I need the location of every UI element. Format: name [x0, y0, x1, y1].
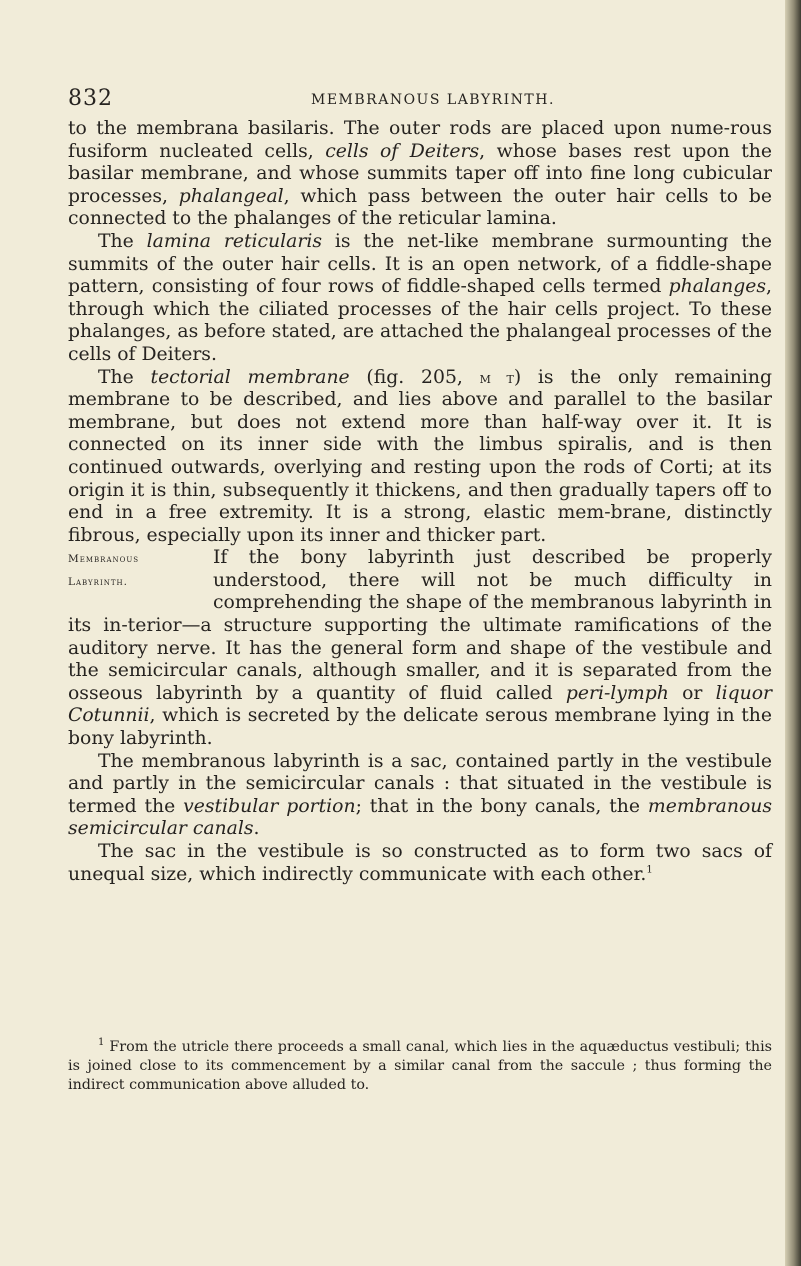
italic-term: peri-lymph: [565, 682, 669, 704]
text-span: , whose bases rest upon the basilar membrane, and whose summits taper off into fine long cubicular processes,: [68, 140, 772, 207]
side-heading-line: Membranous: [68, 553, 140, 566]
text-span: , which is secreted by the delicate serous membrane lying in the bony labyrinth.: [68, 705, 772, 750]
page-number: 832: [68, 86, 113, 111]
page-header: [68, 86, 768, 112]
text-span: The membranous labyrinth is a sac, contained partly in the vestibule and partly in the semicircular canals : that situated in the vestibule is termed the: [68, 750, 772, 817]
text-span: ) is the only remaining membrane to be described, and lies above and parallel to the basilar membrane, but does not extend more than half-way over it. It is connected on its inner side with the limbus spiralis, and is then continued outwards, overlying and resting upon the rods of Corti; at its origin it is thin, subsequently it thickens, and then gradually tapers off to end in a free extremity. It is a strong, elastic mem-brane, distinctly fibrous, especially upon its inner and thicker part.: [68, 366, 772, 546]
italic-term: cells of Deiters: [325, 140, 480, 162]
footnote-marker: 1: [98, 1037, 105, 1049]
text-span: The sac in the vestibule is so constructed as to form two sacs of unequal size, which indirectly communicate with each other.: [68, 841, 772, 885]
italic-term: phalangeal: [178, 185, 284, 207]
text-span: , which pass between the outer hair cells to be connected to the phalanges of the reticular lamina.: [68, 185, 772, 230]
italic-term: liquor Cotunnii: [68, 682, 772, 727]
paragraph-tectorial-membrane: [68, 367, 772, 548]
italic-term: vestibular portion: [183, 795, 356, 817]
italic-term: phalanges: [668, 276, 767, 298]
page-edge-shadow: [785, 0, 801, 1266]
side-heading-line: Labyrinth.: [68, 575, 128, 588]
italic-term: membranous semicircular canals: [68, 795, 772, 840]
text-span: The: [98, 230, 147, 252]
paragraph-lamina-reticularis: [68, 231, 772, 367]
running-title: MEMBRANOUS LABYRINTH.: [311, 92, 555, 108]
italic-term: tectorial membrane: [150, 366, 350, 388]
text-span: is the net-like membrane surmounting the summits of the outer hair cells. It is an open network, of a fiddle-shape pattern, consisting of four rows of fiddle-shaped cells termed: [68, 230, 772, 298]
footnote-text: From the utricle there proceeds a small canal, which lies in the aquæductus vestibuli; this is joined close to its commencement by a similar canal from the saccule ; thus forming the indirect communication above alluded to.: [68, 1039, 772, 1093]
side-heading: [68, 547, 213, 593]
text-span: If the bony labyrinth just described be properly understood, there will not be much difficulty in comprehending the shape of the membranous labyrinth in its in-terior—a structure supporting the ultimate ramifications of the auditory nerve. It has the general form and shape of the vestibule and the semicircular canals, although smaller, and it is separated from the osseous labyrinth by a quantity of fluid called: [68, 547, 772, 704]
paragraph-sac: [68, 751, 772, 841]
text-span: to the membrana basilaris. The outer rods are placed upon nume-rous fusiform nucleated cells,: [68, 118, 772, 162]
text-span: (fig. 205,: [349, 366, 480, 388]
paragraph-two-sacs: [68, 841, 772, 886]
italic-term: lamina reticularis: [146, 230, 322, 252]
body-text: [68, 118, 772, 886]
section-membranous-labyrinth: [68, 547, 772, 750]
text-span: or: [668, 682, 716, 704]
text-span: .: [253, 818, 260, 840]
text-span: The: [98, 366, 151, 388]
footnote: [68, 1038, 772, 1095]
text-span: ; that in the bony canals, the: [355, 795, 648, 817]
text-span: , through which the ciliated processes of the hair cells project. To these phalanges, as before stated, are attached the phalangeal processes of the cells of Deiters.: [68, 276, 772, 365]
footnote-reference: 1: [646, 864, 653, 876]
figure-ref-label: m t: [479, 368, 514, 387]
paragraph-rods-deiters: [68, 118, 772, 231]
footnotes: [68, 1038, 772, 1095]
